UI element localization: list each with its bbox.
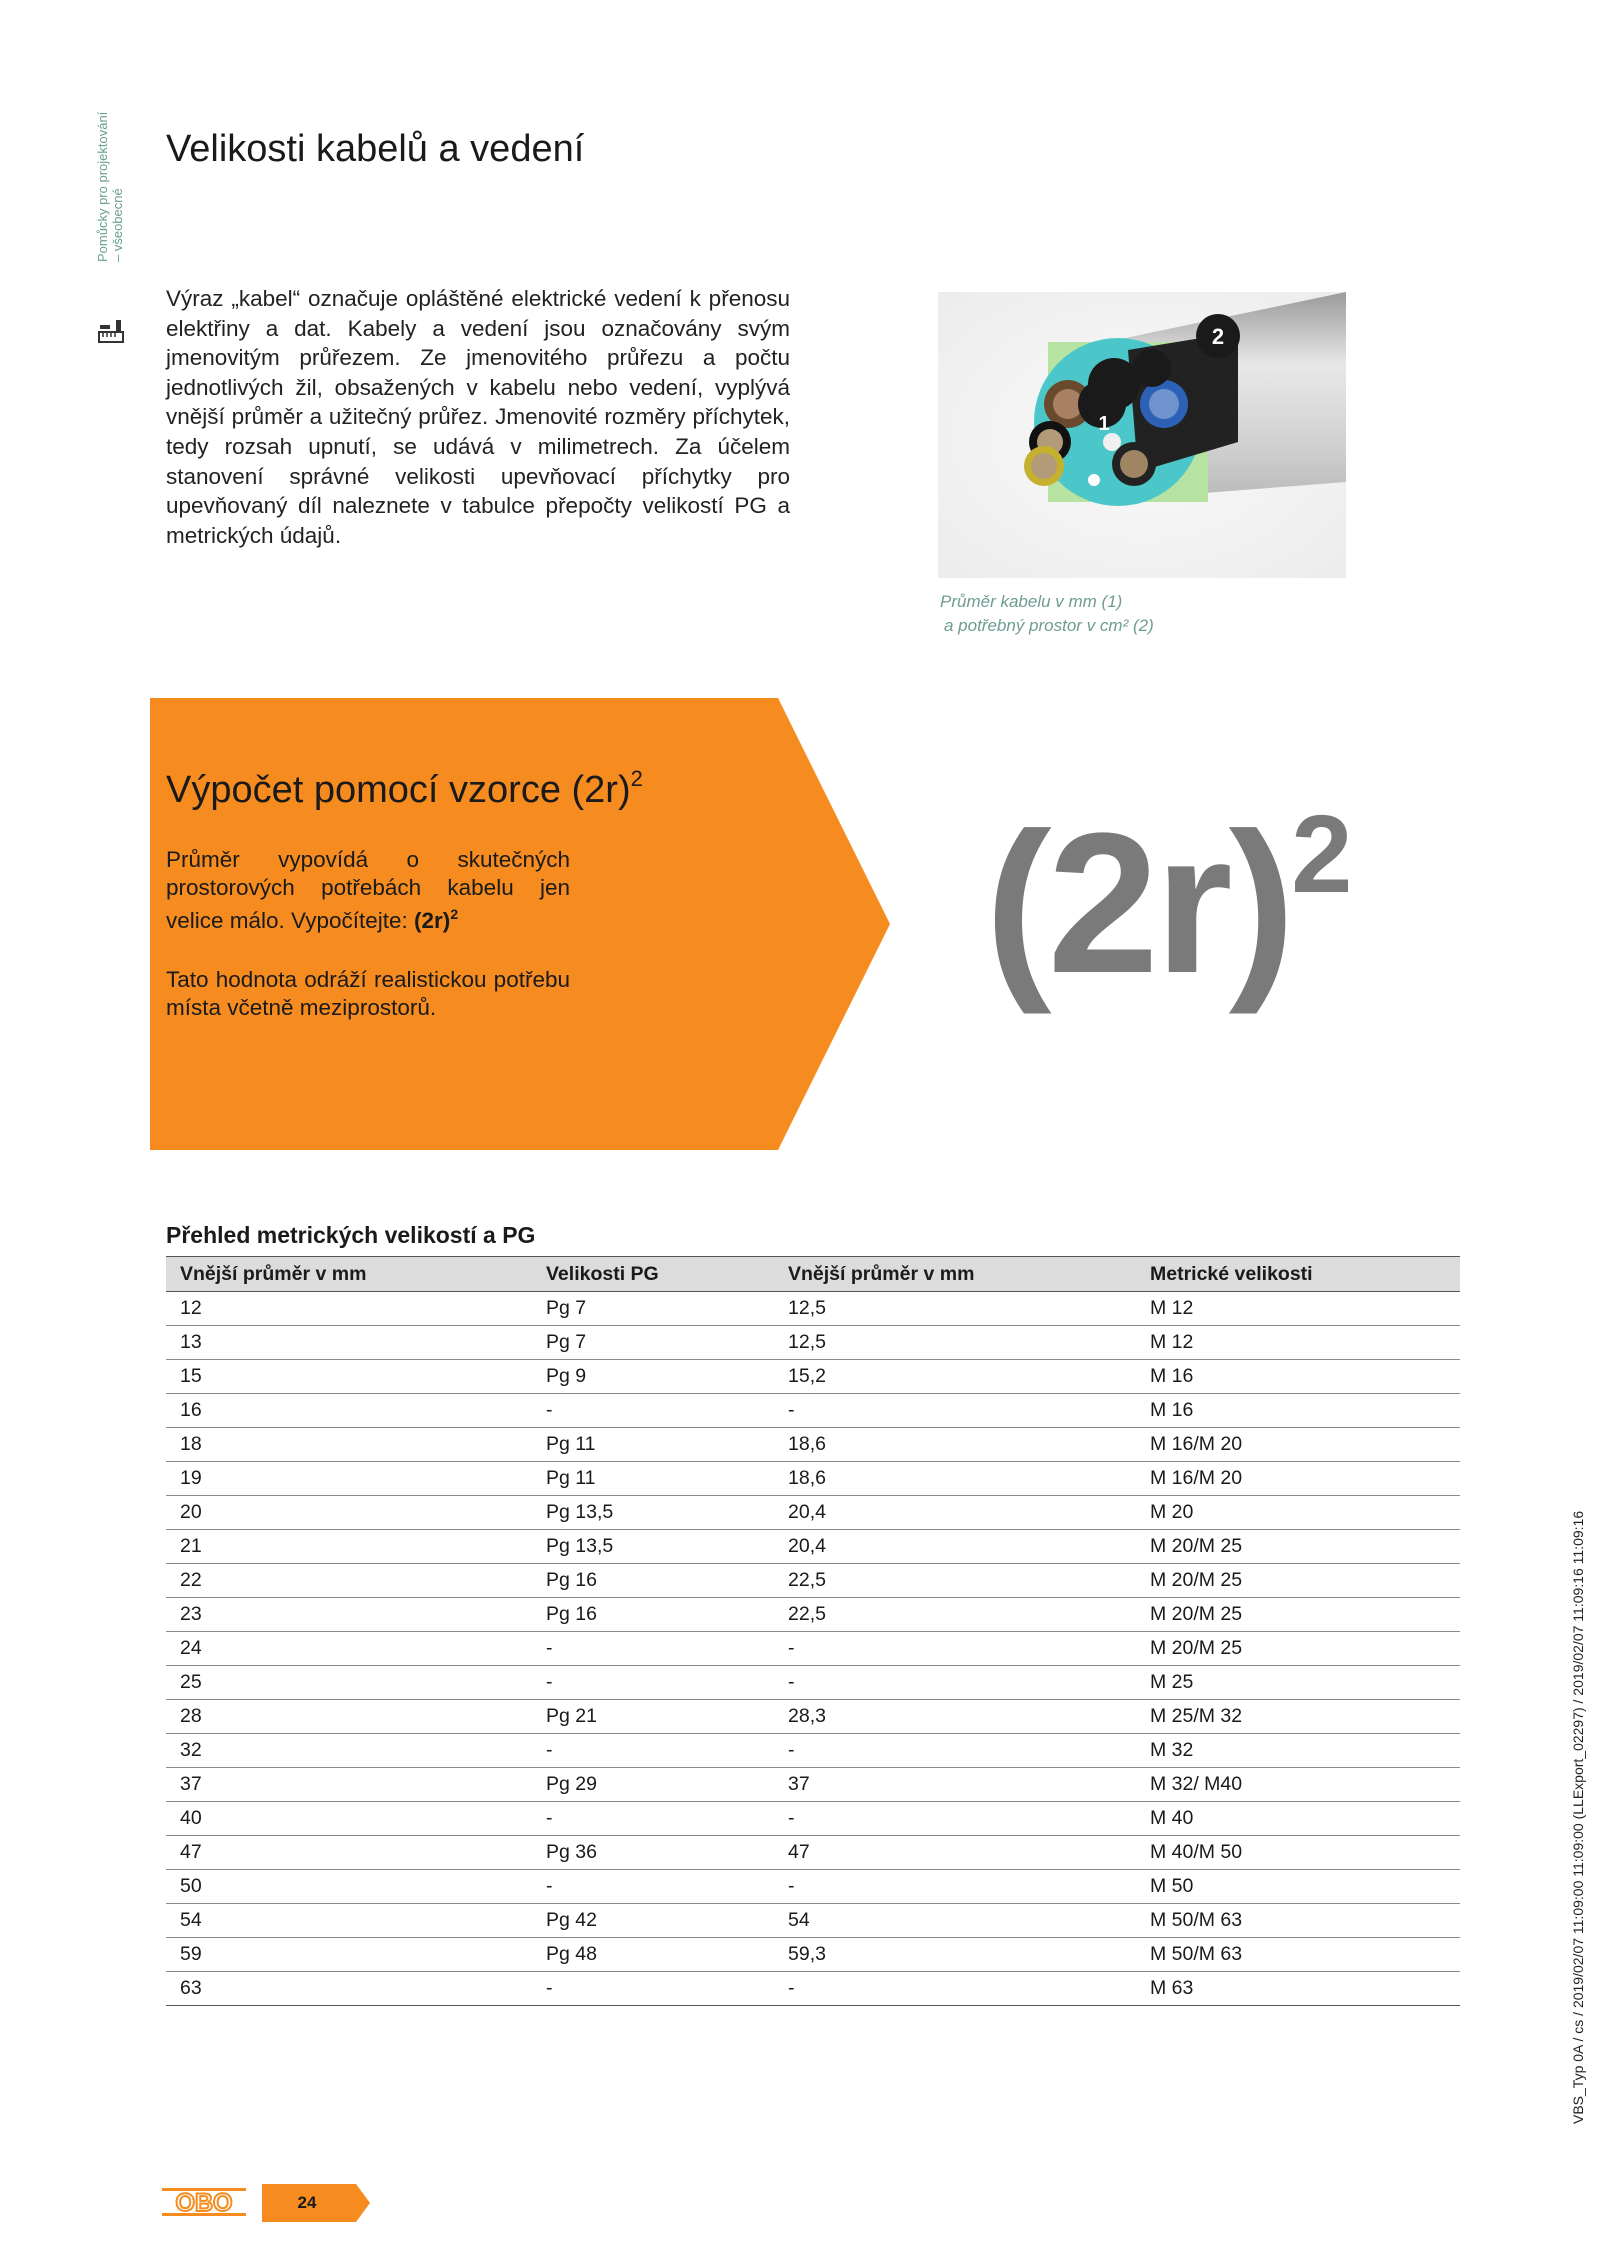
header-outer-diameter: Vnější průměr v mm [166, 1257, 532, 1292]
table-cell: 63 [166, 1972, 532, 2006]
table-row [166, 1836, 1460, 1870]
table-cell: M 20/M 25 [1136, 1564, 1460, 1598]
table-cell: M 32/ M40 [1136, 1768, 1460, 1802]
table-cell: M 32 [1136, 1734, 1460, 1768]
table-cell: Pg 9 [532, 1360, 774, 1394]
formula-box-title-text: Výpočet pomocí vzorce (2r) [166, 769, 631, 811]
table-row [166, 1428, 1460, 1462]
table-row [166, 1632, 1460, 1666]
table-cell: M 20/M 25 [1136, 1530, 1460, 1564]
table-cell: Pg 11 [532, 1428, 774, 1462]
table-row [166, 1904, 1460, 1938]
table-cell: M 16 [1136, 1360, 1460, 1394]
table-cell: M 50 [1136, 1870, 1460, 1904]
table-cell: 12,5 [774, 1292, 1136, 1326]
table-cell: 47 [774, 1836, 1136, 1870]
table-row [166, 1462, 1460, 1496]
page-title: Velikosti kabelů a vedení [166, 128, 585, 170]
table-cell: - [774, 1666, 1136, 1700]
table-title: Přehled metrických velikostí a PG [166, 1222, 536, 1248]
page-number: 24 [297, 2193, 317, 2212]
formula-box-text-1-bold [414, 908, 458, 933]
table-cell: 18 [166, 1428, 532, 1462]
formula-box-title [166, 766, 643, 812]
table-cell: Pg 16 [532, 1564, 774, 1598]
photo-caption-line-1: Průměr kabelu v mm (1) [940, 592, 1123, 611]
table-cell: Pg 7 [532, 1292, 774, 1326]
table-cell: 19 [166, 1462, 532, 1496]
table-row [166, 1598, 1460, 1632]
table-row [166, 1938, 1460, 1972]
table-cell: 24 [166, 1632, 532, 1666]
table-cell: M 25/M 32 [1136, 1700, 1460, 1734]
intro-paragraph: Výraz „kabel“ označuje opláštěné elektrické vedení k přenosu elektřiny a dat. Kabely a vedení jsou označovány svým jmenovitým průřezem. Ze jmenovitého průřezu a počtu jednotlivých žil, obsažených v kabelu nebo vedení, vyplývá vnější průměr a užitečný průřez. Jmenovité rozměry příchytek, tedy rozsah upnutí, se udává v milimetrech. Za účelem stanovení správné velikosti upevňovací příchytky pro upevňovaný díl naleznete v tabulce přepočty velikostí PG a metrických údajů. [166, 286, 790, 548]
table-cell: M 63 [1136, 1972, 1460, 2006]
table-row [166, 1870, 1460, 1904]
formula-box-text-1-body: Průměr vypovídá o skutečných prostorových potřebách kabelu jen velice málo. Vypočítejte: [166, 847, 570, 933]
formula-box-text-2: Tato hodnota odráží realistickou potřebu místa včetně meziprostorů. [166, 967, 570, 1020]
table-cell: - [774, 1802, 1136, 1836]
table-cell: Pg 11 [532, 1462, 774, 1496]
table-cell: Pg 13,5 [532, 1496, 774, 1530]
table-cell: Pg 13,5 [532, 1530, 774, 1564]
table-cell: M 20/M 25 [1136, 1632, 1460, 1666]
table-cell: 21 [166, 1530, 532, 1564]
table-cell: 22 [166, 1564, 532, 1598]
vertical-meta-line: VBS_Typ 0A / cs / 2019/02/07 11:09:00 11:09:00 (LLExport_02297) / 2019/02/07 11:09:16 11:09:16 [1570, 1510, 1586, 2124]
table-cell: 12,5 [774, 1326, 1136, 1360]
photo-caption [940, 590, 1340, 638]
formula-box-title-sup: 2 [630, 766, 643, 791]
big-formula [985, 792, 1353, 1015]
side-label-line-1: Pomůcky pro projektování [95, 111, 110, 262]
table-cell: 20,4 [774, 1496, 1136, 1530]
table-cell: 15 [166, 1360, 532, 1394]
table-cell: M 12 [1136, 1326, 1460, 1360]
table-cell: Pg 48 [532, 1938, 774, 1972]
table-row [166, 1768, 1460, 1802]
table-cell: M 50/M 63 [1136, 1904, 1460, 1938]
vertical-meta-text [1570, 1424, 1590, 2124]
table-cell: 54 [774, 1904, 1136, 1938]
header-outer-diameter-2: Vnější průměr v mm [774, 1257, 1136, 1292]
header-metric-size: Metrické velikosti [1136, 1257, 1460, 1292]
table-cell: M 16/M 20 [1136, 1462, 1460, 1496]
table-cell: 13 [166, 1326, 532, 1360]
table-row [166, 1326, 1460, 1360]
table-cell: - [532, 1870, 774, 1904]
header-pg-size: Velikosti PG [532, 1257, 774, 1292]
side-label-line-2: – všeobecné [110, 188, 125, 262]
table-cell: M 40 [1136, 1802, 1460, 1836]
marker-1: 1 [1098, 413, 1110, 435]
table-cell: M 50/M 63 [1136, 1938, 1460, 1972]
table-cell: 59 [166, 1938, 532, 1972]
table-row [166, 1292, 1460, 1326]
table-cell: Pg 29 [532, 1768, 774, 1802]
table-row [166, 1666, 1460, 1700]
size-table [166, 1256, 1460, 2006]
table-cell: 28 [166, 1700, 532, 1734]
table-cell: - [532, 1666, 774, 1700]
table-cell: 20 [166, 1496, 532, 1530]
table-cell: M 20 [1136, 1496, 1460, 1530]
tool-icon [97, 318, 125, 346]
table-cell: 16 [166, 1394, 532, 1428]
table-cell: - [532, 1802, 774, 1836]
table-header-row [166, 1257, 1460, 1292]
table-row [166, 1700, 1460, 1734]
table-cell: Pg 7 [532, 1326, 774, 1360]
table-cell: 23 [166, 1598, 532, 1632]
table-cell: 37 [166, 1768, 532, 1802]
table-cell: 40 [166, 1802, 532, 1836]
table-cell: - [774, 1734, 1136, 1768]
table-cell: 37 [774, 1768, 1136, 1802]
table-cell: 15,2 [774, 1360, 1136, 1394]
table-cell: - [774, 1632, 1136, 1666]
table-cell: Pg 16 [532, 1598, 774, 1632]
formula-box-text-1-sup: 2 [450, 906, 459, 922]
photo-caption-line-2: a potřebný prostor v cm² (2) [944, 616, 1154, 635]
obo-logo [162, 2188, 246, 2216]
table-cell: 12 [166, 1292, 532, 1326]
table-cell: Pg 42 [532, 1904, 774, 1938]
side-section-label [95, 72, 123, 262]
formula-box-text-1-bold-text: (2r) [414, 908, 451, 933]
big-formula-text: (2r) [985, 792, 1292, 1015]
table-row [166, 1972, 1460, 2006]
marker-2: 2 [1211, 324, 1225, 349]
table-cell: M 16 [1136, 1394, 1460, 1428]
table-row [166, 1360, 1460, 1394]
table-body [166, 1292, 1460, 2006]
table-cell: 59,3 [774, 1938, 1136, 1972]
table-cell: - [532, 1394, 774, 1428]
table-cell: M 12 [1136, 1292, 1460, 1326]
formula-box-text-1 [166, 846, 570, 935]
table-cell: M 25 [1136, 1666, 1460, 1700]
table-cell: Pg 36 [532, 1836, 774, 1870]
table-cell: - [774, 1972, 1136, 2006]
table-row [166, 1734, 1460, 1768]
big-formula-sup: 2 [1291, 793, 1353, 916]
table-row [166, 1530, 1460, 1564]
table-cell: 32 [166, 1734, 532, 1768]
table-cell: 54 [166, 1904, 532, 1938]
table-cell: - [774, 1394, 1136, 1428]
table-cell: - [774, 1870, 1136, 1904]
table-cell: M 20/M 25 [1136, 1598, 1460, 1632]
table-cell: 47 [166, 1836, 532, 1870]
table-cell: Pg 21 [532, 1700, 774, 1734]
table-cell: 50 [166, 1870, 532, 1904]
table-cell: M 16/M 20 [1136, 1428, 1460, 1462]
table-row [166, 1496, 1460, 1530]
obo-logo-text: OBO [175, 2189, 233, 2216]
cable-cross-section-image [938, 292, 1346, 578]
table-cell: 20,4 [774, 1530, 1136, 1564]
table-row [166, 1802, 1460, 1836]
table-row [166, 1564, 1460, 1598]
table-cell: 22,5 [774, 1564, 1136, 1598]
table-cell: M 40/M 50 [1136, 1836, 1460, 1870]
table-cell: - [532, 1734, 774, 1768]
table-cell: 22,5 [774, 1598, 1136, 1632]
table-row [166, 1394, 1460, 1428]
table-cell: 18,6 [774, 1462, 1136, 1496]
table-cell: 25 [166, 1666, 532, 1700]
table-cell: 18,6 [774, 1428, 1136, 1462]
table-cell: 28,3 [774, 1700, 1136, 1734]
table-cell: - [532, 1632, 774, 1666]
table-cell: - [532, 1972, 774, 2006]
